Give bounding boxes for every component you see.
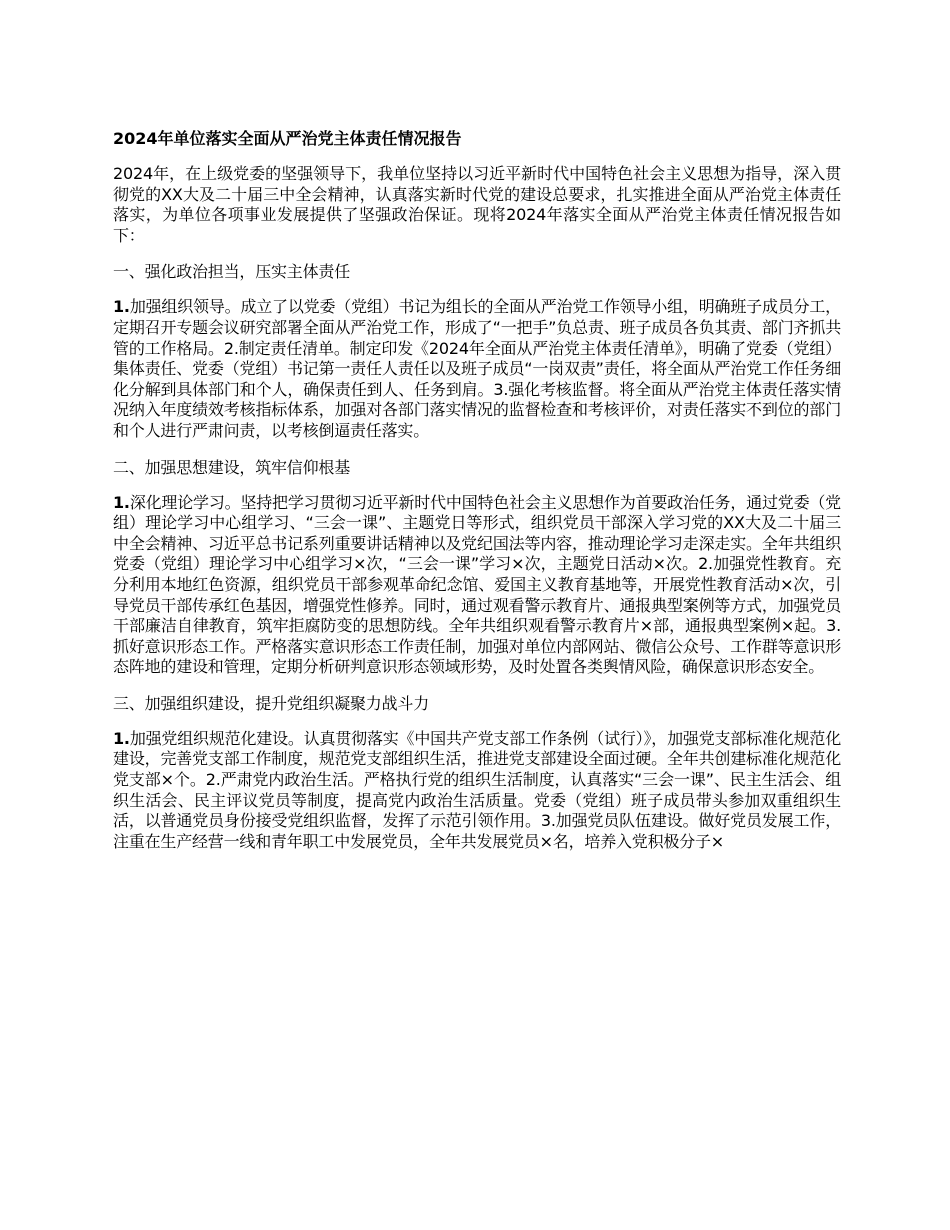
document-page: [113, 128, 841, 867]
section-body-2: [113, 493, 841, 678]
section-lead-number: 1.: [113, 728, 130, 748]
section-heading-1: 一、强化政治担当，压实主体责任: [113, 262, 351, 282]
document-title: 2024年单位落实全面从严治党主体责任情况报告: [113, 129, 462, 148]
section-body-text: 加强党组织规范化建设。认真贯彻落实《中国共产党支部工作条例（试行）》，加强党支部标准化规范化建设，完善党支部工作制度，规范党支部组织生活，推进党支部建设全面过硬。全年共创建标准化规范化党支部×个。2.严肃党内政治生活。严格执行党的组织生活制度，认真落实“三会一课”、民主生活会、组织生活会、民主评议党员等制度，提高党内政治生活质量。党委（党组）班子成员带头参加双重组织生活，以普通党员身份接受党组织监督，发挥了示范引领作用。3.加强党员队伍建设。做好党员发展工作，注重在生产经营一线和青年职工中发展党员，全年共发展党员×名，培养入党积极分子×: [113, 728, 841, 851]
section-heading-3: 三、加强组织建设，提升党组织凝聚力战斗力: [113, 693, 430, 713]
section-lead-number: 1.: [113, 492, 130, 512]
section-body-3: [113, 729, 841, 853]
section-body-1: [113, 297, 841, 441]
section-body-text: 加强组织领导。成立了以党委（党组）书记为组长的全面从严治党工作领导小组，明确班子成员分工，定期召开专题会议研究部署全面从严治党工作，形成了“一把手”负总责、班子成员各负其责、部门齐抓共管的工作格局。2.制定责任清单。制定印发《2024年全面从严治党主体责任清单》，明确了党委（党组）集体责任、党委（党组）书记第一责任人责任以及班子成员“一岗双责”责任，将全面从严治党工作任务细化分解到具体部门和个人，确保责任到人、任务到肩。3.强化考核监督。将全面从严治党主体责任落实情况纳入年度绩效考核指标体系，加强对各部门落实情况的监督检查和考核评价，对责任落实不到位的部门和个人进行严肃问责，以考核倒逼责任落实。: [113, 297, 841, 440]
intro-paragraph: 2024年，在上级党委的坚强领导下，我单位坚持以习近平新时代中国特色社会主义思想为指导，深入贯彻党的XX大及二十届三中全会精神，认真落实新时代党的建设总要求，扎实推进全面从严治党主体责任落实，为单位各项事业发展提供了坚强政治保证。现将2024年落实全面从严治党主体责任情况报告如下：: [113, 164, 841, 245]
section-heading-2: 二、加强思想建设，筑牢信仰根基: [113, 457, 351, 477]
section-lead-number: 1.: [113, 297, 130, 317]
section-body-text: 深化理论学习。坚持把学习贯彻习近平新时代中国特色社会主义思想作为首要政治任务，通过党委（党组）理论学习中心组学习、“三会一课”、主题党日等形式，组织党员干部深入学习党的XX大及二十届三中全会精神、习近平总书记系列重要讲话精神以及党纪国法等内容，推动理论学习走深走实。全年共组织党委（党组）理论学习中心组学习×次，“三会一课”学习×次，主题党日活动×次。2.加强党性教育。充分利用本地红色资源，组织党员干部参观革命纪念馆、爱国主义教育基地等，开展党性教育活动×次，引导党员干部传承红色基因，增强党性修养。同时，通过观看警示教育片、通报典型案例等方式，加强党员干部廉洁自律教育，筑牢拒腐防变的思想防线。全年共组织观看警示教育片×部，通报典型案例×起。3.抓好意识形态工作。严格落实意识形态工作责任制，加强对单位内部网站、微信公众号、工作群等意识形态阵地的建设和管理，定期分析研判意识形态领域形势，及时处置各类舆情风险，确保意识形态安全。: [113, 492, 841, 677]
